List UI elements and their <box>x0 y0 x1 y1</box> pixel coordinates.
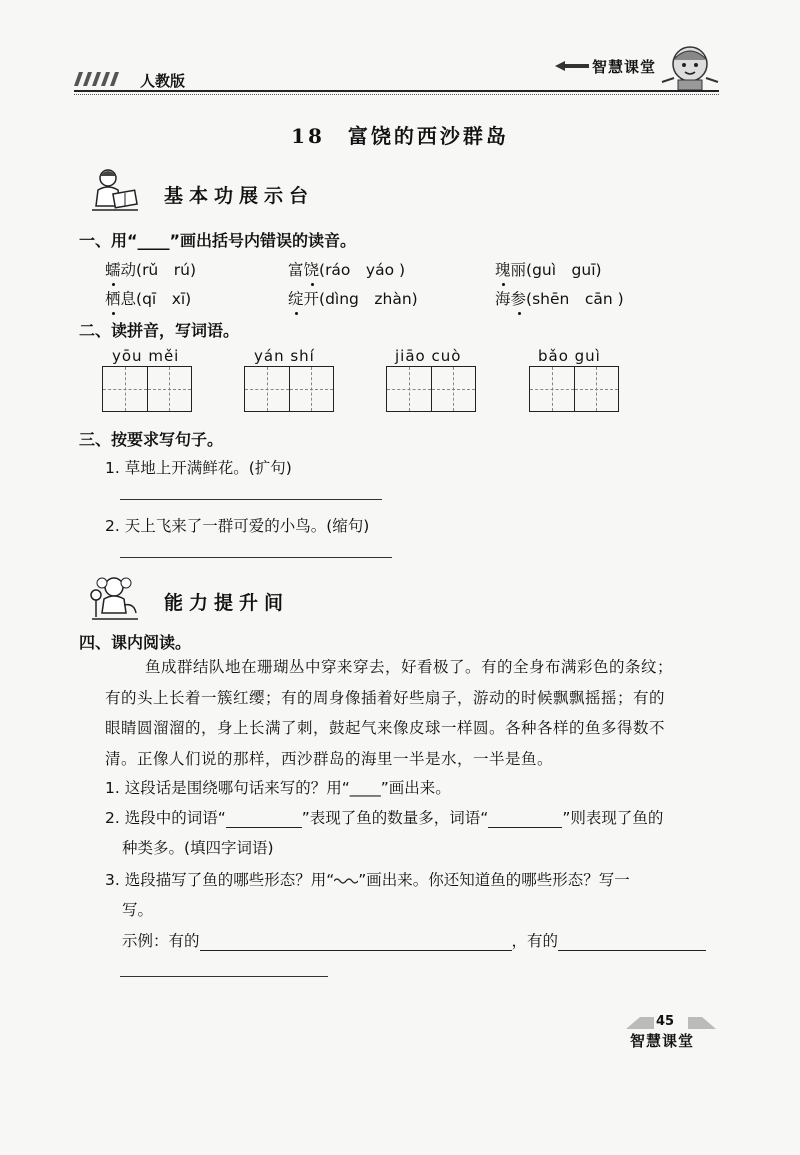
emphasis-dot <box>502 283 505 286</box>
q1-word-4: 栖息 <box>105 287 136 309</box>
wavy-underline-icon <box>334 877 358 885</box>
section-title-basic: 基本功展示台 <box>164 185 315 207</box>
q4-sub-question-1: 1. 这段话是围绕哪句话来写的？用“____”画出来。 <box>105 779 451 797</box>
example-blank-1[interactable] <box>200 950 512 951</box>
grid-cell[interactable] <box>148 367 192 411</box>
q4-sub-question-3: 3. 选段描写了鱼的哪些形态？用“ ”画出来。你还知道鱼的哪些形态？写一 <box>105 871 630 889</box>
q1-item-3 <box>495 258 602 280</box>
q1-item-6 <box>495 287 624 309</box>
grid-cell[interactable] <box>387 367 432 411</box>
q1-word-6: 海参 <box>495 287 526 309</box>
edition-label: 人教版 <box>140 72 186 90</box>
writing-grid-4[interactable] <box>529 366 619 412</box>
header-dotted-rule <box>74 94 719 95</box>
example-blank-2[interactable] <box>558 950 706 951</box>
page-number: 45 <box>656 1014 675 1029</box>
grid-cell[interactable] <box>103 367 148 411</box>
footer-brand: 智慧课堂 <box>630 1032 695 1050</box>
grid-cell[interactable] <box>575 367 619 411</box>
blank-variety-word[interactable] <box>488 827 562 828</box>
mascot-icon <box>660 44 720 90</box>
header-brand: 智慧课堂 <box>592 58 657 76</box>
passage-line-4: 清。正像人们说的那样，西沙群岛的海里一半是水，一半是鱼。 <box>105 749 554 768</box>
writing-grid-3[interactable] <box>386 366 476 412</box>
emphasis-dot <box>112 312 115 315</box>
example-answer-line[interactable] <box>120 976 328 977</box>
example-line: 示例：有的 ，有的 <box>122 929 706 951</box>
q1-label: 一、用“____”画出括号内错误的读音。 <box>79 231 357 250</box>
arrow-icon <box>555 61 589 71</box>
q4-sub-question-2-cont: 种类多。(填四字词语) <box>122 839 274 857</box>
q3-answer-line-2[interactable] <box>120 557 392 558</box>
q1-pinyin-6: (shēn cān ) <box>526 290 624 308</box>
writing-grid-2[interactable] <box>244 366 334 412</box>
header-rule <box>74 90 719 92</box>
q1-item-1 <box>105 258 196 280</box>
q1-pinyin-3: (guì guī) <box>526 261 602 279</box>
q1-item-4 <box>105 287 191 309</box>
writing-grid-1[interactable] <box>102 366 192 412</box>
q4-label: 四、课内阅读。 <box>79 633 192 652</box>
q1-item-2 <box>288 258 405 280</box>
q1-word-2: 富饶 <box>288 258 319 280</box>
q1-pinyin-5: (dìng zhàn) <box>319 290 418 308</box>
blank-quantity-word[interactable] <box>226 827 302 828</box>
q1-word-1: 蠕动 <box>105 258 136 280</box>
grid-cell[interactable] <box>290 367 334 411</box>
passage-line-3: 眼睛圆溜溜的，身上长满了刺，鼓起气来像皮球一样圆。各种各样的鱼多得数不 <box>105 719 666 737</box>
passage-line-2: 有的头上长着一簇红缨；有的周身像插着好些扇子，游动的时候飘飘摇摇；有的 <box>105 688 666 707</box>
q3-sentence-2: 2. 天上飞来了一群可爱的小鸟。(缩句) <box>105 517 370 535</box>
emphasis-dot <box>518 312 521 315</box>
q3-label: 三、按要求写句子。 <box>79 430 224 449</box>
q3-sentence-1: 1. 草地上开满鲜花。(扩句) <box>105 459 292 477</box>
q4-sub-question-3-cont: 写。 <box>122 901 154 919</box>
q2-label: 二、读拼音，写词语。 <box>79 321 240 340</box>
header-stripes-icon <box>74 72 122 86</box>
q1-pinyin-2: (ráo yáo ) <box>319 261 406 279</box>
q2-pinyin-1: yōu měi <box>112 347 180 365</box>
reading-passage <box>105 652 720 774</box>
emphasis-dot <box>311 283 314 286</box>
q1-pinyin-4: (qī xī) <box>136 290 192 308</box>
grid-cell[interactable] <box>432 367 476 411</box>
grid-cell[interactable] <box>530 367 575 411</box>
q1-item-5 <box>288 287 418 309</box>
emphasis-dot <box>112 283 115 286</box>
passage-line-1: 鱼成群结队地在珊瑚丛中穿来穿去，好看极了。有的全身布满彩色的条纹； <box>145 658 674 676</box>
q2-pinyin-4: bǎo guì <box>538 347 601 365</box>
q3-answer-line-1[interactable] <box>120 499 382 500</box>
q4-sub-question-2: 2. 选段中的词语“ ”表现了鱼的数量多，词语“ ”则表现了鱼的 <box>105 809 664 827</box>
section-title-ability: 能力提升间 <box>164 592 290 614</box>
lesson-title: 18 富饶的西沙群岛 <box>291 124 509 148</box>
q1-pinyin-1: (rǔ rú) <box>136 261 197 279</box>
q1-word-5: 绽开 <box>288 287 319 309</box>
q1-word-3: 瑰丽 <box>495 258 526 280</box>
girl-with-flower-icon <box>88 573 142 621</box>
reading-boy-icon <box>88 166 142 214</box>
grid-cell[interactable] <box>245 367 290 411</box>
q2-pinyin-3: jiāo cuò <box>395 347 462 365</box>
emphasis-dot <box>295 312 298 315</box>
q2-pinyin-2: yán shí <box>254 347 315 365</box>
